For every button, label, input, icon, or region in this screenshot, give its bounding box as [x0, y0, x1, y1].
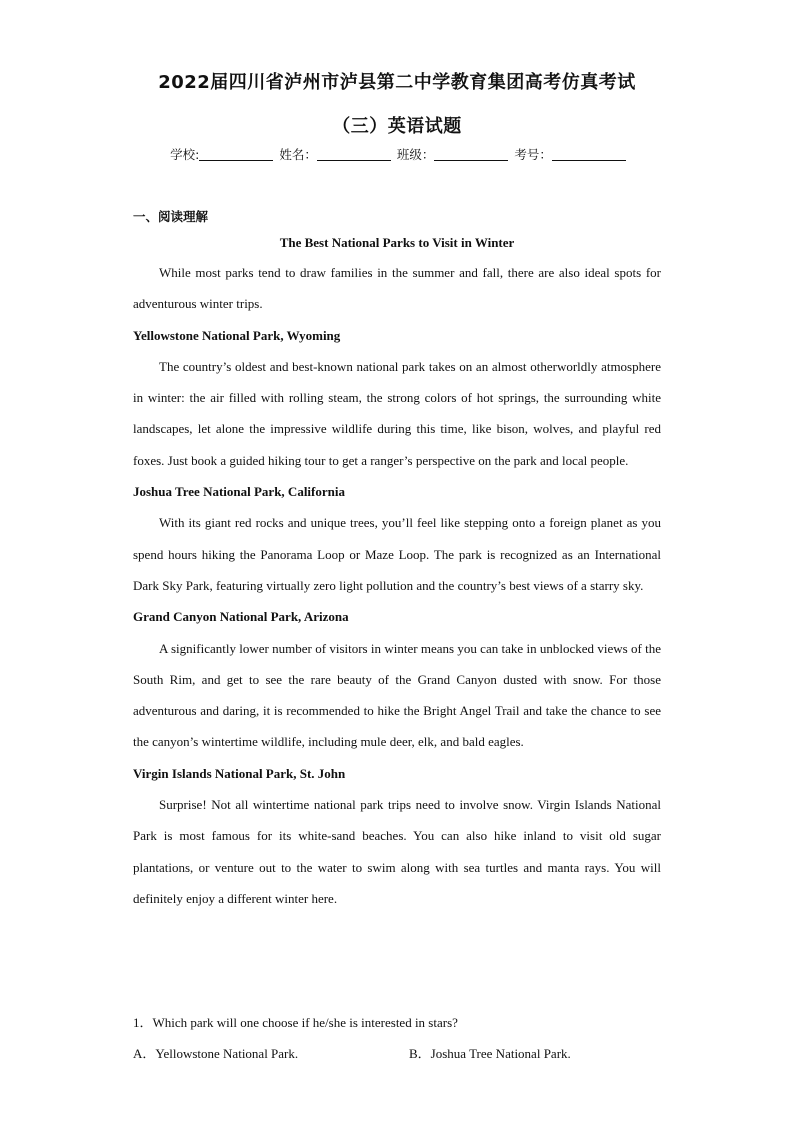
option-b: B．Joshua Tree National Park. [409, 1046, 571, 1062]
park-text: Surprise! Not all wintertime national park trips need to involve snow. Virgin Islands National Park is most famous for its white-sand beaches. You can also hike inland to visit old sugar plantations, or venture out to the water to swim along with sea turtles and manta rays. You will definitely enjoy a different winter here. [133, 797, 661, 906]
name-label: 姓名： [279, 147, 317, 162]
exam-title-line1: 2022届四川省泸州市泸县第二中学教育集团高考仿真考试 [158, 72, 636, 93]
park-heading: Joshua Tree National Park, California [133, 484, 345, 500]
exam-title-line2: （三）英语试题 [332, 116, 462, 137]
class-label: 班级： [396, 147, 435, 162]
student-info-row [0, 145, 794, 163]
option-a: A．Yellowstone National Park. [133, 1046, 299, 1062]
question-stem: 1．Which park will one choose if he/she is interested in stars? [133, 1015, 458, 1030]
passage-intro: While most parks tend to draw families in the summer and fall, there are also ideal spots for adventurous winter trips. [133, 265, 661, 312]
park-text: A significantly lower number of visitors in winter means you can take in unblocked views of the South Rim, and get to see the rare beauty of the Grand Canyon dusted with snow. For those adventurous and daring, it is recommended to hike the Bright Angel Trail and take the chance to see the canyon’s wintertime wildlife, including mule deer, elk, and bald eagles. [133, 640, 661, 750]
park-heading: Grand Canyon National Park, Arizona [133, 609, 349, 625]
school-blank [199, 147, 273, 161]
passage-title: The Best National Parks to Visit in Winter [279, 235, 515, 250]
section-heading: 一、阅读理解 [133, 209, 209, 224]
exam-number-blank [552, 147, 626, 161]
park-text: With its giant red rocks and unique trees, you’ll feel like stepping onto a foreign planet as you spend hours hiking the Panorama Loop or Maze Loop. The park is recognized as an International Dark Sky Park, featuring virtually zero light pollution and the country’s best views of a starry sky. [133, 515, 661, 593]
park-text: The country’s oldest and best-known national park takes on an almost otherworldly atmosphere in winter: the air filled with rolling steam, the strong colors of hot springs, the surrounding white landscapes, let alone the impressive wildlife during this time, like bison, wolves, and playful red foxes. Just book a guided hiking tour to get a ranger’s perspective on the park and local people. [133, 358, 661, 468]
passage-body [133, 257, 661, 914]
park-heading: Yellowstone National Park, Wyoming [133, 327, 341, 343]
park-heading: Virgin Islands National Park, St. John [133, 765, 346, 781]
question-1 [133, 1007, 661, 1070]
name-blank [317, 147, 391, 161]
school-label: 学校: [170, 147, 200, 162]
exam-number-label: 考号： [514, 147, 552, 162]
class-blank [434, 147, 508, 161]
question-options [133, 1038, 661, 1069]
